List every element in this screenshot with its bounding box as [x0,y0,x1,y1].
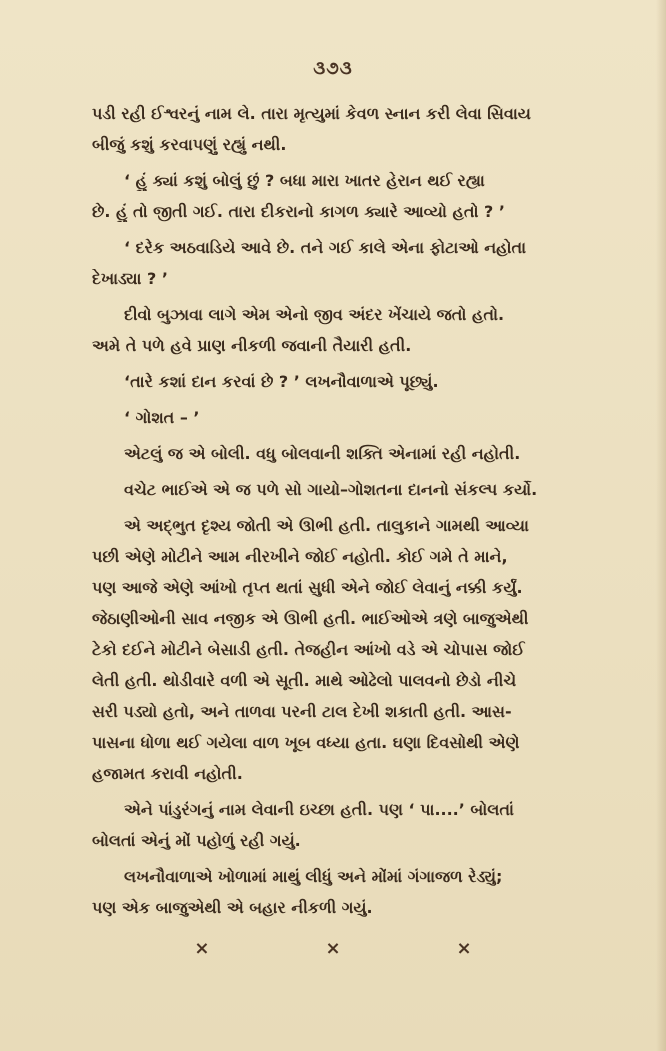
text-line: ‘તારે કશાં દાન કરવાં છે ? ’ લખનૌવાળાએ પૂછ્યું. [124,372,439,391]
text-line: ‘ ગોશત – ’ [124,408,200,427]
text-line: વચેટ ભાઈએ એ જ પળે સો ગાયો–ગોશતના દાનનો સંકલ્પ કર્યો. [124,480,538,499]
text-line: બીજું કશું કરવાપણું રહ્યું નથી. [92,135,287,154]
text-line: પાસના ધોળા થઈ ગયેલા વાળ ખૂબ વધ્યા હતા. ઘણા દિવસોથી એણે [92,733,520,752]
separator-mark: × [325,938,341,959]
separator-mark: × [456,938,472,959]
text-line: એને પાંડુરંગનું નામ લેવાની ઇચ્છા હતી. પણ ‘ પા....’ બોલતાં [124,800,514,819]
text-line: ટેકો દઈને મોટીને બેસાડી હતી. તેજહીન આંખો વડે એ ચોપાસ જોઈ [92,640,525,659]
text-line: દેખાડ્યા ? ’ [92,269,168,288]
text-line: બોલતાં એનું મોં પહોળું રહી ગયું. [92,831,301,850]
text-line: અમે તે પળે હવે પ્રાણ નીકળી જવાની તૈયારી હતી. [92,336,412,355]
text-line: લેતી હતી. થોડીવારે વળી એ સૂતી. માથે ઓઢેલો પાલવનો છેડો નીચે [92,671,517,690]
text-line: છે. હું તો જીતી ગઈ. તારા દીકરાનો કાગળ ક્યારે આવ્યો હતો ? ’ [92,202,505,221]
text-line: ‘ હું ક્યાં કશું બોલું છું ? બધા મારા ખાતર હેરાન થઈ રહ્યા [124,171,485,190]
text-line: ‘ દરેક અઠવાડિયે આવે છે. તને ગઈ કાલે એના ફોટાઓ નહોતા [124,238,527,257]
text-line: એ અદ્‌ભુત દૃશ્ય જોતી એ ઊભી હતી. તાલુકાને ગામથી આવ્યા [124,516,529,535]
text-line: સરી પડ્યો હતો, અને તાળવા પરની ટાલ દેખી શકાતી હતી. આસ- [92,702,512,721]
text-line: પછી એણે મોટીને આમ નીરખીને જોઈ નહોતી. કોઈ ગમે તે માને, [92,547,508,566]
text-line: એટલું જ એ બોલી. વધુ બોલવાની શક્તિ એનામાં રહી નહોતી. [124,444,521,463]
text-line: પડી રહી ઈશ્વરનું નામ લે. તારા મૃત્યુમાં કેવળ સ્નાન કરી લેવા સિવાય [92,104,531,123]
text-line: દીવો બુઝાવા લાગે એમ એનો જીવ અંદર ખેંચાયે જતો હતો. [124,305,505,324]
separator-mark: × [194,938,210,959]
text-line: લખનૌવાળાએ ખોળામાં માથું લીધું અને મોંમાં ગંગાજળ રેડ્યું; [124,867,503,886]
page-edge-shadow [656,0,666,1051]
text-line: પણ આજે એણે આંખો તૃપ્ત થતાં સુધી એને જોઈ લેવાનું નક્કી કર્યું. [92,578,523,597]
text-line: જેઠાણીઓની સાવ નજીક એ ઊભી હતી. ભાઈઓએ ત્રણે બાજુએથી [92,609,529,628]
body-text [92,104,612,929]
page-number: ૩૭૩ [313,58,353,79]
section-separator [0,938,666,959]
text-line: પણ એક બાજુએથી એ બહાર નીકળી ગયું. [92,898,373,917]
text-line: હજામત કરાવી નહોતી. [92,764,243,783]
